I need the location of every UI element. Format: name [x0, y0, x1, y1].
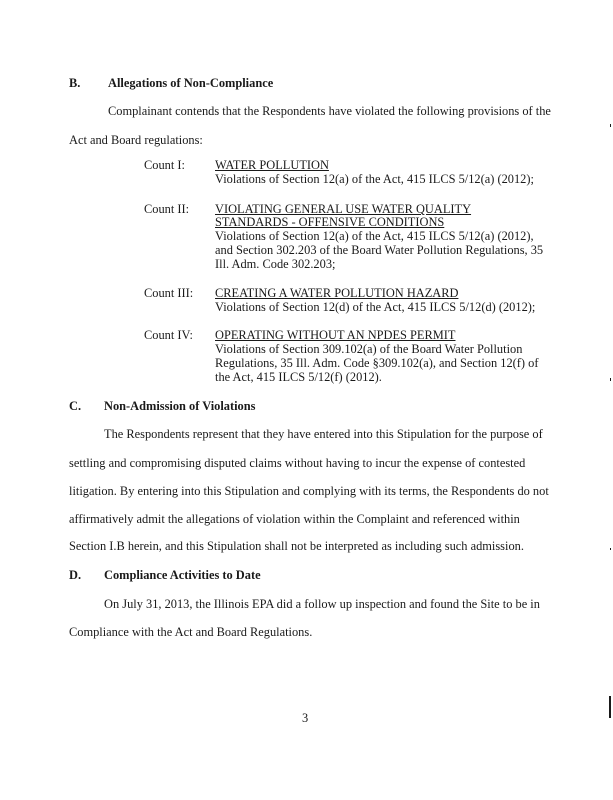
count-2-title-line-1: VIOLATING GENERAL USE WATER QUALITY: [215, 202, 472, 216]
count-1-label: Count I:: [144, 158, 185, 172]
count-3-label: Count III:: [144, 286, 194, 300]
scan-edge-mark: [609, 696, 611, 718]
count-3-title: CREATING A WATER POLLUTION HAZARD: [215, 286, 459, 300]
count-2-body-line: Ill. Adm. Code 302.203;: [215, 257, 336, 271]
count-4-body-line: Regulations, 35 Ill. Adm. Code §309.102(a), and Section 12(f) of: [215, 356, 539, 370]
section-c-line: affirmatively admit the allegations of violation within the Complaint and referenced within: [69, 512, 520, 526]
count-2-title-line-2: STANDARDS - OFFENSIVE CONDITIONS: [215, 215, 445, 229]
section-c-line: settling and compromising disputed claims without having to incur the expense of contested: [69, 456, 526, 470]
section-d-title: Compliance Activities to Date: [104, 568, 261, 582]
count-2-label: Count II:: [144, 202, 190, 216]
count-1-body-line: Violations of Section 12(a) of the Act, 415 ILCS 5/12(a) (2012);: [215, 172, 534, 186]
section-d-line: Compliance with the Act and Board Regulations.: [69, 625, 313, 639]
scan-edge-mark: [610, 124, 611, 127]
count-3-body-line: Violations of Section 12(d) of the Act, 415 ILCS 5/12(d) (2012);: [215, 300, 536, 314]
section-b-intro-line-1: Complainant contends that the Respondents have violated the following provisions of the: [108, 104, 551, 118]
section-c-line: The Respondents represent that they have entered into this Stipulation for the purpose of: [104, 427, 543, 441]
section-d-letter: D.: [69, 568, 82, 582]
section-c-line: Section I.B herein, and this Stipulation shall not be interpreted as including such admission.: [69, 539, 524, 553]
count-4-body-line: Violations of Section 309.102(a) of the Board Water Pollution: [215, 342, 523, 356]
section-c-letter: C.: [69, 399, 82, 413]
scan-edge-mark: [610, 548, 611, 550]
section-d-line: On July 31, 2013, the Illinois EPA did a follow up inspection and found the Site to be in: [104, 597, 540, 611]
count-2-body-line: and Section 302.203 of the Board Water Pollution Regulations, 35: [215, 243, 544, 257]
page-number: 3: [302, 711, 309, 725]
section-b-title: Allegations of Non-Compliance: [108, 76, 274, 90]
count-1-title: WATER POLLUTION: [215, 158, 329, 172]
section-b-intro-line-2: Act and Board regulations:: [69, 133, 203, 147]
section-c-title: Non-Admission of Violations: [104, 399, 256, 413]
count-4-body-line: the Act, 415 ILCS 5/12(f) (2012).: [215, 370, 382, 384]
count-4-label: Count IV:: [144, 328, 193, 342]
count-2-body-line: Violations of Section 12(a) of the Act, 415 ILCS 5/12(a) (2012),: [215, 229, 534, 243]
scan-edge-mark: [610, 378, 611, 381]
count-4-title: OPERATING WITHOUT AN NPDES PERMIT: [215, 328, 456, 342]
section-b-letter: B.: [69, 76, 81, 90]
section-c-line: litigation. By entering into this Stipulation and complying with its terms, the Respondents do not: [69, 484, 549, 498]
